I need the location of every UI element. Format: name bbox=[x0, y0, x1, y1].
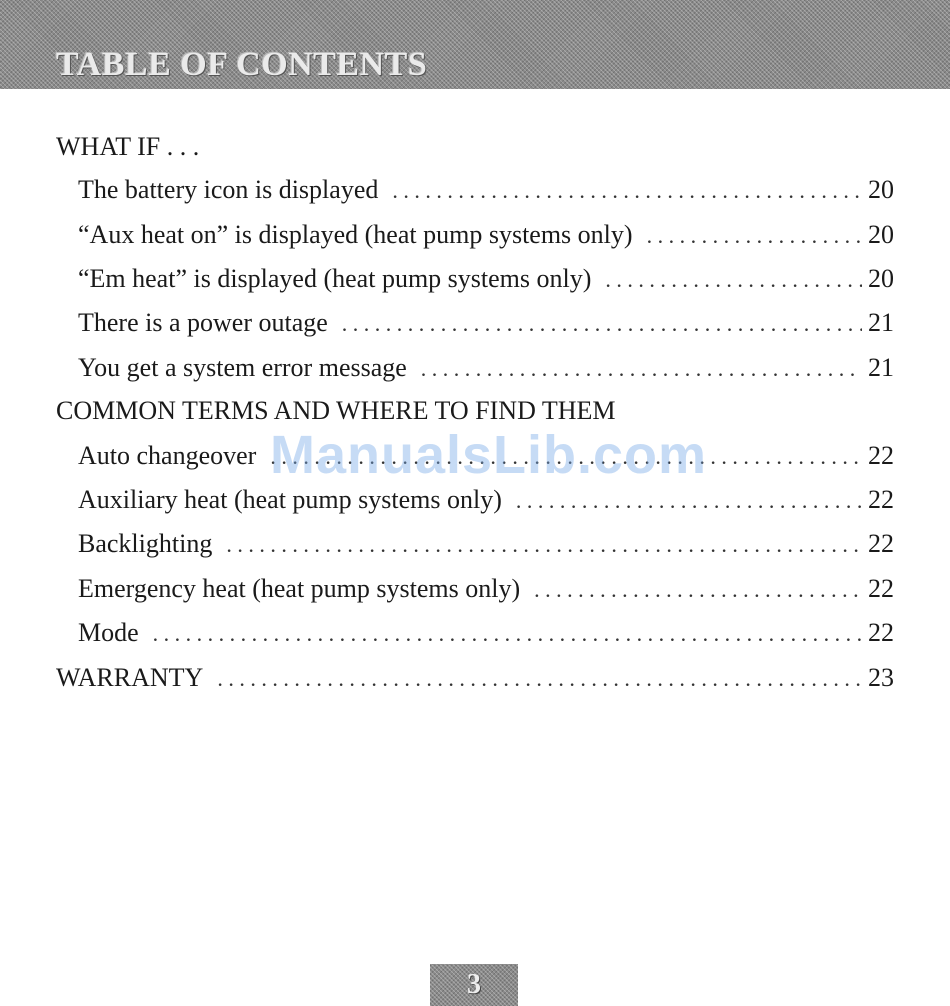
toc-entry[interactable] bbox=[78, 574, 894, 605]
toc-entry-label: There is a power outage bbox=[78, 308, 328, 337]
toc-entry[interactable] bbox=[78, 353, 894, 384]
toc-page-number: 22 bbox=[868, 574, 894, 603]
toc-section-label: WHAT IF . . . bbox=[56, 132, 200, 161]
dot-leader bbox=[421, 354, 862, 384]
toc-section-warranty[interactable] bbox=[56, 663, 894, 694]
toc-entry-label: “Em heat” is displayed (heat pump systems only) bbox=[78, 264, 592, 293]
toc-entry-label: Mode bbox=[78, 618, 139, 647]
watermark-logo: ManualsLib.com bbox=[270, 425, 708, 485]
dot-leader bbox=[217, 664, 862, 694]
toc-page-number: 20 bbox=[868, 175, 894, 204]
toc-page-number: 20 bbox=[868, 220, 894, 249]
toc-entry[interactable] bbox=[78, 618, 894, 649]
toc-page-number: 22 bbox=[868, 529, 894, 558]
toc-entry-label: Backlighting bbox=[78, 529, 213, 558]
toc-entry-label: Auto changeover bbox=[78, 441, 257, 470]
dot-leader bbox=[647, 221, 862, 251]
page-number: 3 bbox=[467, 969, 481, 1000]
toc-entry[interactable] bbox=[78, 529, 894, 560]
dot-leader bbox=[605, 265, 862, 295]
toc-page-number: 21 bbox=[868, 308, 894, 337]
toc-page-number: 22 bbox=[868, 618, 894, 647]
page-title: TABLE OF CONTENTS bbox=[56, 46, 428, 83]
dot-leader bbox=[392, 176, 862, 206]
toc-entry-label: “Aux heat on” is displayed (heat pump systems only) bbox=[78, 220, 633, 249]
toc-entry-label: Auxiliary heat (heat pump systems only) bbox=[78, 485, 502, 514]
toc-entry[interactable] bbox=[78, 264, 894, 295]
toc-page-number: 22 bbox=[868, 441, 894, 470]
toc-entry[interactable] bbox=[78, 308, 894, 339]
header-bar bbox=[0, 0, 950, 89]
toc-entry-label: Emergency heat (heat pump systems only) bbox=[78, 574, 521, 603]
toc-section-label: WARRANTY bbox=[56, 663, 204, 692]
dot-leader bbox=[534, 575, 862, 605]
toc-entry[interactable] bbox=[78, 485, 894, 516]
toc-entry-label: You get a system error message bbox=[78, 353, 407, 382]
toc-section-label: COMMON TERMS AND WHERE TO FIND THEM bbox=[56, 396, 616, 425]
dot-leader bbox=[516, 486, 862, 516]
toc-section-what-if[interactable] bbox=[56, 132, 199, 162]
toc-page-number: 22 bbox=[868, 485, 894, 514]
dot-leader bbox=[153, 619, 862, 649]
toc-entry[interactable] bbox=[78, 220, 894, 251]
page-number-badge bbox=[430, 964, 518, 1006]
toc-page-number: 21 bbox=[868, 353, 894, 382]
toc-page-number: 20 bbox=[868, 264, 894, 293]
toc-entry[interactable] bbox=[78, 175, 894, 206]
dot-leader bbox=[342, 309, 862, 339]
toc-page-number: 23 bbox=[868, 663, 894, 692]
toc-section-common-terms[interactable] bbox=[56, 396, 616, 426]
toc-entry-label: The battery icon is displayed bbox=[78, 175, 379, 204]
dot-leader bbox=[226, 530, 862, 560]
dot-leader bbox=[270, 442, 862, 472]
toc-entry[interactable] bbox=[78, 441, 894, 472]
